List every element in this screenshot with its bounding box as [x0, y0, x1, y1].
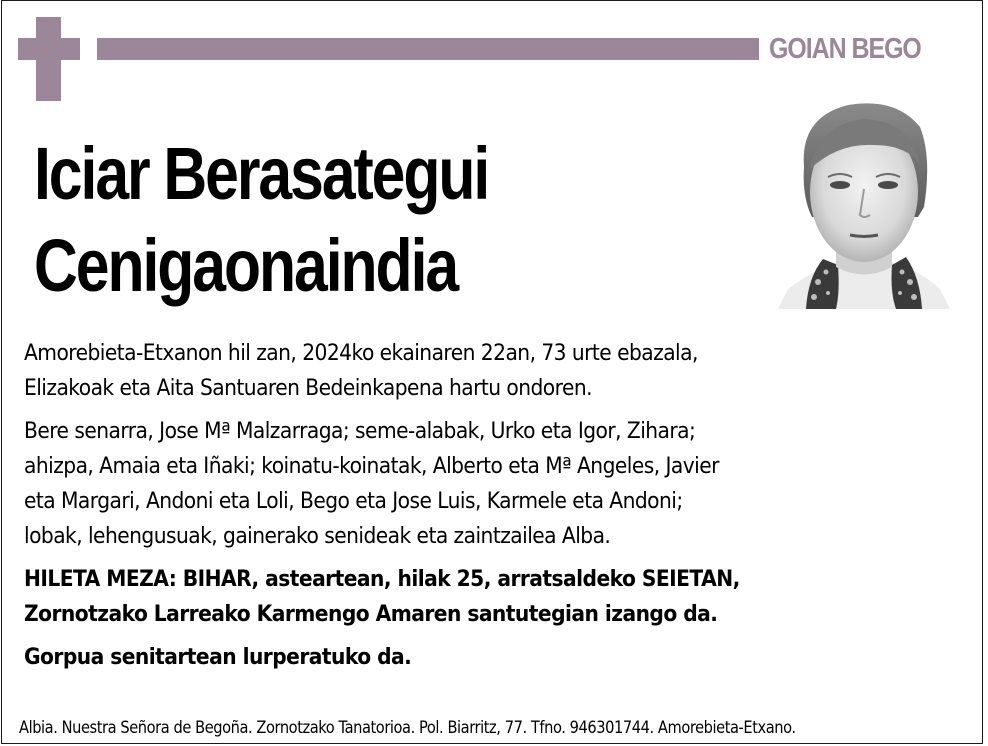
funeral-line: Zornotzako Larreako Karmengo Amaren santutegian izango da. — [24, 602, 718, 627]
death-notice-line: Elizakoak eta Aita Santuaren Bedeinkapena hartu ondoren. — [24, 376, 592, 401]
portrait-image — [778, 97, 950, 309]
cross-icon-arm — [18, 38, 80, 60]
name-line-2: Cenigaonaindia — [34, 224, 458, 307]
funeral-line: HILETA MEZA: BIHAR, asteartean, hilak 25, arratsaldeko SEIETAN, — [24, 567, 740, 592]
header-bar — [97, 38, 759, 60]
family-line: Bere senarra, Jose Mª Malzarraga; seme-alabak, Urko eta Igor, Zihara; — [24, 419, 696, 444]
section-label: GOIAN BEGO — [769, 33, 921, 65]
funeral-notice — [24, 562, 880, 632]
death-notice-line: Amorebieta-Etxanon hil zan, 2024ko ekainaren 22an, 73 urte ebazala, — [24, 341, 698, 366]
burial-line: Gorpua senitartean lurperatuko da. — [24, 645, 412, 670]
funeral-home-footer: Albia. Nuestra Señora de Begoña. Zornotzako Tanatorioa. Pol. Biarritz, 77. Tfno. 946301744. Amorebieta-Etxano. — [19, 718, 796, 738]
death-notice — [24, 336, 880, 406]
family-line: ahizpa, Amaia eta Iñaki; koinatu-koinatak, Alberto eta Mª Angeles, Javier — [24, 454, 719, 479]
deceased-name — [34, 128, 488, 312]
family-list — [24, 414, 880, 554]
family-line: eta Margari, Andoni eta Loli, Bego eta Jose Luis, Karmele eta Andoni; — [24, 489, 683, 514]
burial-notice — [24, 640, 880, 675]
family-line: lobak, lehengusuak, gainerako senideak eta zaintzailea Alba. — [24, 524, 611, 549]
portrait-photo — [778, 97, 950, 309]
obituary-body — [24, 336, 954, 683]
name-line-1: Iciar Berasategui — [34, 132, 489, 215]
